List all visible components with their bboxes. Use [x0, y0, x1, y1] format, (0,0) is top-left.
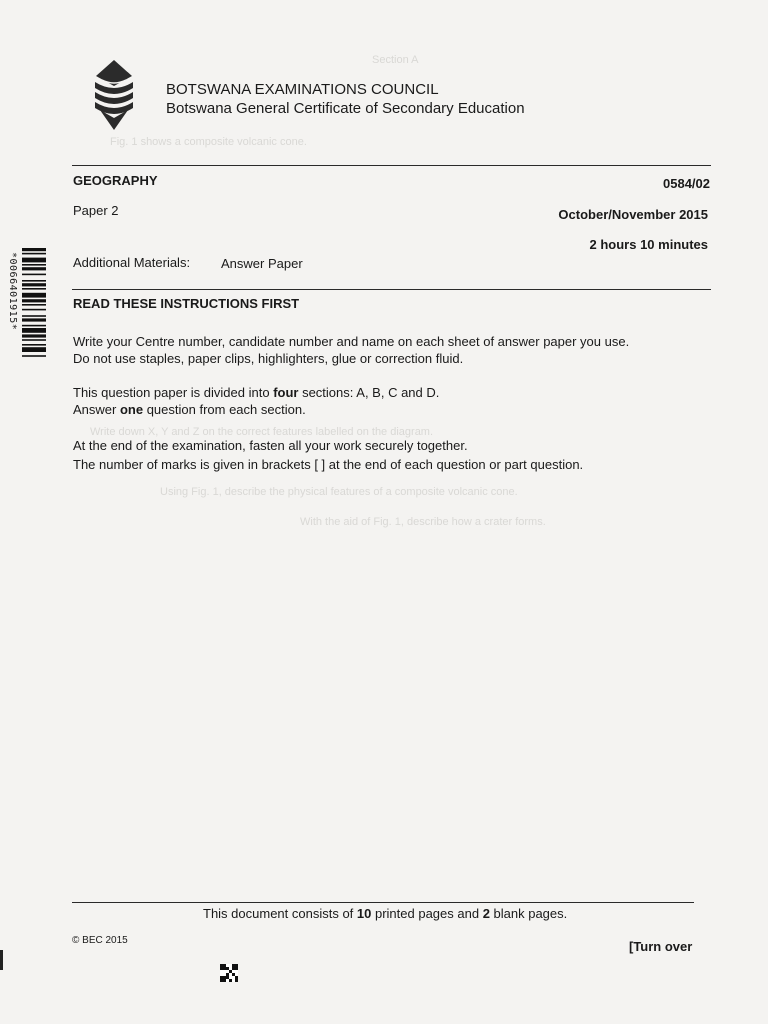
barcode-digits: *0066401915*: [7, 252, 18, 331]
barcode-bar: [22, 328, 46, 333]
barcode-bar: [22, 258, 46, 263]
paper-number: Paper 2: [73, 203, 119, 218]
barcode-bar: [22, 325, 46, 327]
barcode: [22, 248, 46, 398]
copyright: © BEC 2015: [72, 935, 128, 946]
barcode-bar: [22, 315, 46, 317]
barcode-bar: [22, 293, 46, 298]
barcode-bar: [22, 253, 46, 255]
barcode-bar: [22, 288, 46, 290]
turn-over: [Turn over: [629, 939, 693, 954]
instruction-line-3: [73, 384, 439, 401]
bleed-section-label: Section A: [372, 54, 419, 66]
instructions-rule: [72, 289, 711, 290]
barcode-bar: [22, 267, 46, 270]
footer-rule: [72, 902, 694, 903]
instruction-line-1: Write your Centre number, candidate number and name on each sheet of answer paper you use.: [73, 334, 630, 349]
page-count-blank: 2: [482, 906, 490, 921]
bleed-line-a: Fig. 1 shows a composite volcanic cone.: [110, 136, 307, 148]
barcode-bar: [22, 309, 46, 311]
bleed-line-c: Using Fig. 1, describe the physical features of a composite volcanic cone.: [160, 486, 518, 498]
materials-value: Answer Paper: [221, 256, 303, 271]
barcode-bar: [22, 283, 46, 286]
instruction-line-3-b: four: [273, 385, 299, 400]
barcode-bar: [22, 248, 46, 251]
page-count-note: [203, 906, 567, 921]
exam-duration: 2 hours 10 minutes: [589, 237, 708, 252]
bleed-line-d: With the aid of Fig. 1, describe how a crater forms.: [300, 516, 546, 528]
scan-edge-mark: [0, 950, 3, 970]
bec-logo: [92, 60, 136, 130]
bleed-line-b: Write down X, Y and Z on the correct features labelled on the diagram.: [90, 426, 434, 438]
page-count-a: This document consists of: [203, 906, 357, 921]
qr-code: [220, 964, 238, 982]
instruction-line-4-c: question from each section.: [143, 402, 306, 417]
exam-session: October/November 2015: [558, 207, 708, 222]
header-rule: [72, 165, 711, 166]
page-count-e: blank pages.: [489, 906, 568, 921]
instruction-line-2: Do not use staples, paper clips, highlighters, glue or correction fluid.: [73, 351, 464, 366]
barcode-bar: [22, 274, 46, 276]
barcode-bar: [22, 304, 46, 306]
page-count-c: printed pages and: [371, 906, 483, 921]
instruction-line-4: [73, 401, 306, 418]
materials-label: Additional Materials:: [73, 255, 191, 270]
barcode-bar: [22, 334, 46, 337]
instruction-line-5: At the end of the examination, fasten all your work securely together.: [73, 438, 468, 453]
barcode-bar: [22, 299, 46, 302]
barcode-bar: [22, 355, 46, 357]
barcode-bar: [22, 344, 46, 346]
council-name: BOTSWANA EXAMINATIONS COUNCIL: [166, 81, 439, 98]
barcode-bar: [22, 318, 46, 321]
instruction-line-4-b: one: [119, 402, 144, 417]
barcode-bar: [22, 347, 46, 352]
barcode-bar: [22, 264, 46, 266]
instruction-line-3-a: This question paper is divided into: [73, 385, 274, 400]
barcode-bar: [22, 280, 46, 282]
instruction-line-3-c: sections: A, B, C and D.: [298, 385, 440, 400]
page-count-printed: 10: [356, 906, 372, 921]
barcode-bar: [22, 339, 46, 341]
subject-title: GEOGRAPHY: [73, 173, 158, 188]
instructions-heading: READ THESE INSTRUCTIONS FIRST: [73, 296, 300, 311]
paper-code: 0584/02: [663, 176, 710, 191]
council-header: [166, 80, 525, 118]
instruction-line-4-a: Answer: [73, 402, 120, 417]
certificate-name: Botswana General Certificate of Secondary Education: [166, 100, 525, 117]
instruction-line-6: The number of marks is given in brackets [ ] at the end of each question or part question.: [73, 457, 584, 472]
